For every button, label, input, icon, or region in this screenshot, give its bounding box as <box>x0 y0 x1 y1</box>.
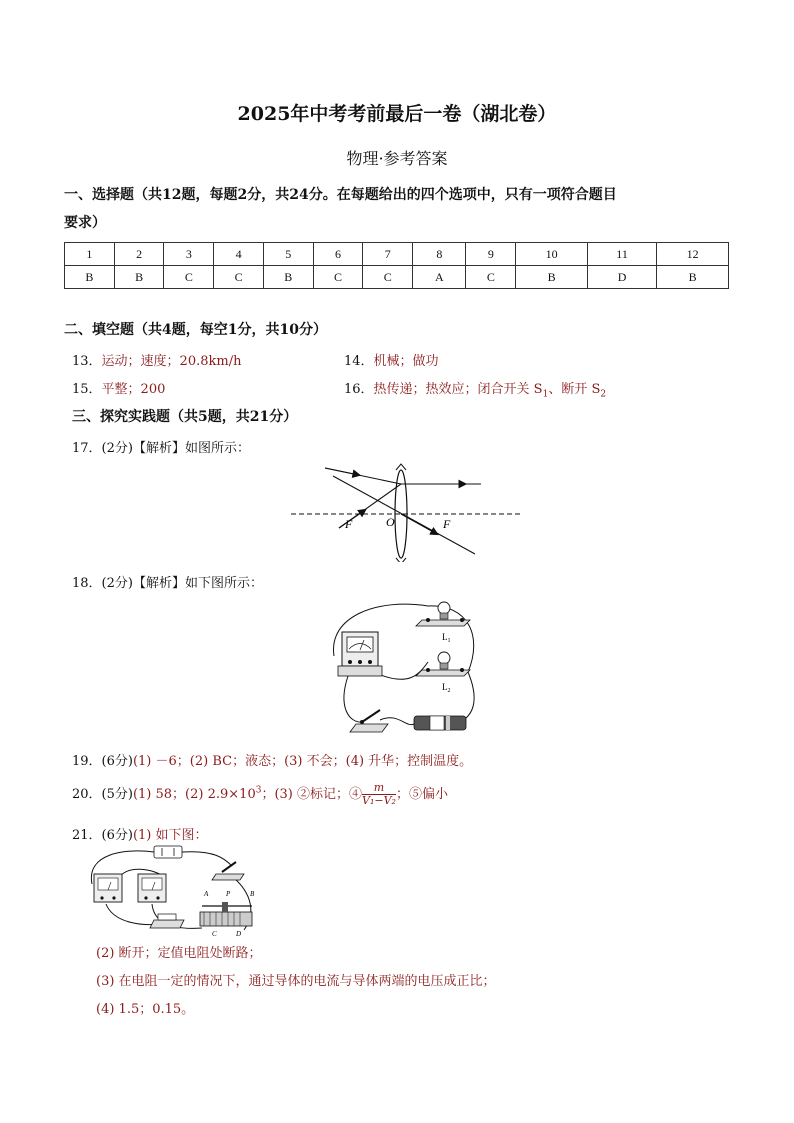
table-row-numbers <box>65 243 729 266</box>
section1-heading-cont: 要求） <box>64 215 106 231</box>
terminal-c-label: C <box>212 930 217 938</box>
question-number-cell: 1 <box>65 243 115 266</box>
bulb-l2-icon <box>416 652 470 676</box>
answer-cell: D <box>587 266 656 289</box>
question-number-cell: 9 <box>466 243 516 266</box>
q21-intro <box>72 824 208 843</box>
q15 <box>72 378 165 397</box>
terminal-d-label: D <box>236 930 242 938</box>
q13-label: 13． <box>72 354 102 369</box>
answer-cell: B <box>65 266 115 289</box>
q15-answer: 平整；200 <box>101 382 166 397</box>
q13-answer: 运动；速度；20.8km/h <box>101 354 242 369</box>
answer-cell: C <box>214 266 264 289</box>
switch-icon <box>212 862 244 880</box>
q20-fraction: $\frac{m}{\text{V₁−V₂}}$ <box>362 781 396 807</box>
answer-cell: C <box>363 266 413 289</box>
optical-center-label: O <box>386 515 395 529</box>
q21-label: 21．(6分) <box>72 828 133 843</box>
question-number-cell: 12 <box>657 243 729 266</box>
question-number-cell: 8 <box>413 243 466 266</box>
rheostat-icon <box>200 902 252 926</box>
q21-answer-4: (4) 1.5；0.15。 <box>96 1002 195 1017</box>
ammeter-icon <box>338 632 382 676</box>
answer-cell: B <box>516 266 588 289</box>
q21-answer-3: (3) 在电阻一定的情况下，通过导体的电流与导体两端的电压成正比； <box>96 974 496 989</box>
answer-cell: A <box>413 266 466 289</box>
section2-heading: 二、填空题（共4题，每空1分，共10分） <box>64 322 327 338</box>
q17-text: 17．(2分)【解析】如图所示： <box>72 441 250 456</box>
terminal-p-label: P <box>226 890 231 898</box>
question-number-cell: 3 <box>164 243 214 266</box>
q16-answer: 热传递；热效应；闭合开关 $S_1$、断开 $S_2$ <box>373 382 607 400</box>
question-number-cell: 4 <box>214 243 264 266</box>
section3-heading: 三、探究实践题（共5题，共21分） <box>72 409 298 425</box>
q16 <box>344 378 606 400</box>
q14-label: 14． <box>344 354 374 369</box>
answer-cell: B <box>114 266 164 289</box>
q20-answer: (1) 58；(2) $2.9\times 10^3$；(3) ②标记；④ $\frac{m}{\text{V₁−V₂}}$ ；⑤偏小 <box>132 781 448 807</box>
q14-answer: 机械；做功 <box>373 354 439 369</box>
question-number-cell: 7 <box>363 243 413 266</box>
answer-table <box>64 242 729 289</box>
q20-label: 20．(5分) <box>72 787 133 802</box>
q21-answer-2: (2) 断开；定值电阻处断路； <box>96 946 262 961</box>
page-subtitle: 物理·参考答案 <box>346 149 448 168</box>
battery-icon <box>154 846 182 858</box>
ammeter-icon <box>138 874 166 902</box>
question-number-cell: 10 <box>516 243 588 266</box>
focus-left-label: F <box>345 517 353 531</box>
focus-right-label: F <box>443 517 451 531</box>
lens-diagram <box>285 462 525 562</box>
terminal-a-label: A <box>204 890 209 898</box>
q21-answer-1: (1) 如下图： <box>132 828 208 843</box>
answer-cell: C <box>164 266 214 289</box>
q13 <box>72 350 241 369</box>
q19 <box>72 750 472 769</box>
answer-cell: C <box>313 266 363 289</box>
answer-cell: B <box>263 266 313 289</box>
q15-label: 15． <box>72 382 102 397</box>
ohm-law-circuit-diagram <box>84 844 268 940</box>
answer-cell: B <box>657 266 729 289</box>
question-number-cell: 6 <box>313 243 363 266</box>
question-number-cell: 2 <box>114 243 164 266</box>
q19-answer: (1) －6；(2) BC；液态；(3) 不会；(4) 升华；控制温度。 <box>132 754 473 769</box>
question-number-cell: 5 <box>263 243 313 266</box>
page-title: 2025年中考考前最后一卷（湖北卷） <box>237 103 557 125</box>
q18-text: 18．(2分)【解析】如下图所示： <box>72 576 263 591</box>
q19-label: 19．(6分) <box>72 754 133 769</box>
voltmeter-icon <box>94 874 122 902</box>
l2-label: $L_2$ <box>442 682 451 694</box>
terminal-b-label: B <box>250 890 255 898</box>
battery-icon <box>414 716 466 730</box>
table-row-answers <box>65 266 729 289</box>
series-circuit-diagram <box>318 596 493 738</box>
l1-label: $L_1$ <box>442 632 451 644</box>
section1-heading: 一、选择题（共12题，每题2分，共24分。在每题给出的四个选项中，只有一项符合题目 <box>64 187 617 203</box>
question-number-cell: 11 <box>587 243 656 266</box>
q14 <box>344 350 439 369</box>
q20 <box>72 782 448 807</box>
resistor-icon <box>150 914 184 928</box>
ray-center <box>333 476 475 554</box>
answer-cell: C <box>466 266 516 289</box>
q16-label: 16． <box>344 382 374 397</box>
